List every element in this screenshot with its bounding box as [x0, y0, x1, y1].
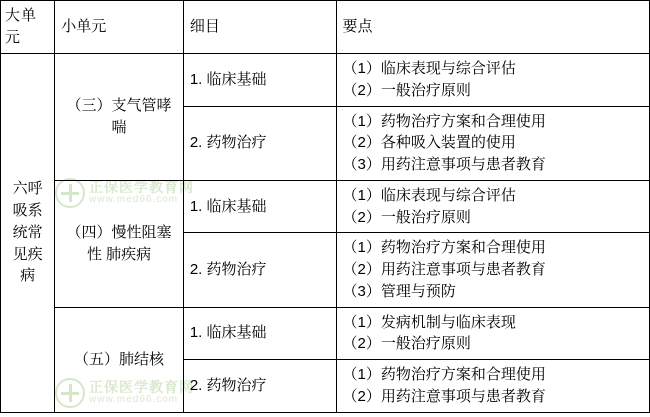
cell-key-points — [336, 106, 649, 180]
key-point: （1）临床表现与综合评估 — [342, 60, 516, 77]
key-point: （2）用药注意事项与患者教育 — [342, 387, 546, 405]
cell-detail: 1. 临床基础 — [183, 180, 336, 233]
cell-detail: 1. 临床基础 — [183, 54, 336, 107]
key-point: （3）用药注意事项与患者教育 — [342, 156, 546, 173]
watermark-url: www.med66.com — [89, 394, 179, 406]
cell-detail: 2. 药物治疗 — [183, 106, 336, 180]
cell-key-points — [336, 360, 649, 413]
cell-detail: 2. 药物治疗 — [183, 360, 336, 413]
table-row — [1, 54, 650, 107]
cell-key-points — [336, 307, 649, 360]
table-row — [1, 180, 650, 233]
key-point: （1）药物治疗方案和合理使用 — [342, 239, 546, 257]
cell-detail: 1. 临床基础 — [183, 307, 336, 360]
cell-big-unit: 六呼吸系统常见疾病 — [1, 54, 55, 413]
key-point: （2）一般治疗原则 — [342, 335, 471, 353]
table-header-row — [1, 1, 650, 54]
cell-small-unit: （四）慢性阻塞性 肺疾病 — [55, 180, 184, 307]
watermark-title: 正保医学教育网 — [89, 179, 194, 196]
key-point: （1）发病机制与临床表现 — [342, 313, 516, 331]
key-point: （1）药物治疗方案和合理使用 — [342, 112, 546, 130]
header-key-points: 要点 — [336, 1, 649, 54]
key-point: （2）一般治疗原则 — [342, 81, 471, 99]
key-point: （2）一般治疗原则 — [342, 208, 471, 226]
key-point: （2）用药注意事项与患者教育 — [342, 261, 546, 278]
cell-key-points — [336, 233, 649, 307]
header-detail: 细目 — [183, 1, 336, 54]
cell-small-unit: （五）肺结核 — [55, 307, 184, 412]
watermark-url: www.med66.com — [89, 194, 179, 206]
header-small-unit: 小单元 — [55, 1, 184, 54]
key-point: （1）临床表现与综合评估 — [342, 186, 516, 204]
key-point: （3）管理与预防 — [342, 282, 456, 300]
key-point: （2）各种吸入装置的使用 — [342, 134, 516, 152]
cell-key-points — [336, 180, 649, 233]
header-big-unit: 大单元 — [1, 1, 55, 54]
watermark-title: 正保医学教育网 — [89, 379, 194, 396]
cell-key-points — [336, 54, 649, 107]
table-row — [1, 307, 650, 360]
key-point: （1）药物治疗方案和合理使用 — [342, 366, 546, 383]
cell-small-unit: （三）支气管哮喘 — [55, 54, 184, 181]
cell-detail: 2. 药物治疗 — [183, 233, 336, 307]
